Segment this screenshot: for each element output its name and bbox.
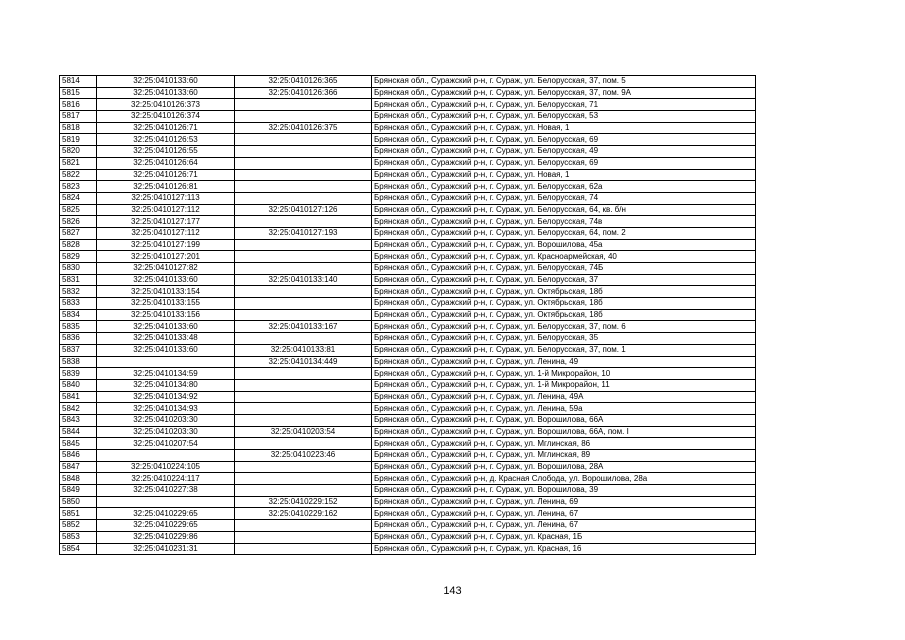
address-cell: Брянская обл., Суражский р-н, г. Сураж, ул. Белорусская, 62а [372, 181, 756, 193]
cadastral-number-cell: 32:25:0410207:54 [97, 438, 235, 450]
address-cell: Брянская обл., Суражский р-н, г. Сураж, ул. Белорусская, 74 [372, 192, 756, 204]
row-number-cell: 5816 [60, 99, 97, 111]
related-cadastral-number-cell: 32:25:0410229:162 [235, 508, 372, 520]
address-cell: Брянская обл., Суражский р-н, г. Сураж, ул. Белорусская, 37 [372, 274, 756, 286]
address-cell: Брянская обл., Суражский р-н, г. Сураж, ул. Октябрьская, 18б [372, 298, 756, 310]
cadastral-number-cell: 32:25:0410203:30 [97, 414, 235, 426]
address-cell: Брянская обл., Суражский р-н, г. Сураж, ул. Ворошилова, 28А [372, 461, 756, 473]
row-number-cell: 5819 [60, 134, 97, 146]
address-cell: Брянская обл., Суражский р-н, г. Сураж, ул. Новая, 1 [372, 169, 756, 181]
table-row [60, 111, 756, 123]
address-cell: Брянская обл., Суражский р-н, г. Сураж, ул. Белорусская, 69 [372, 134, 756, 146]
related-cadastral-number-cell: 32:25:0410229:152 [235, 496, 372, 508]
address-cell: Брянская обл., Суражский р-н, г. Сураж, ул. Ленина, 49А [372, 391, 756, 403]
cadastral-number-cell: 32:25:0410203:30 [97, 426, 235, 438]
cadastral-number-cell: 32:25:0410229:65 [97, 520, 235, 532]
row-number-cell: 5832 [60, 286, 97, 298]
row-number-cell: 5835 [60, 321, 97, 333]
cadastral-number-cell: 32:25:0410133:60 [97, 76, 235, 88]
row-number-cell: 5826 [60, 216, 97, 228]
row-number-cell: 5834 [60, 309, 97, 321]
related-cadastral-number-cell: 32:25:0410134:449 [235, 356, 372, 368]
address-cell: Брянская обл., Суражский р-н, г. Сураж, ул. Ленина, 67 [372, 508, 756, 520]
row-number-cell: 5825 [60, 204, 97, 216]
related-cadastral-number-cell [235, 216, 372, 228]
cadastral-number-cell: 32:25:0410134:59 [97, 368, 235, 380]
cadastral-number-cell: 32:25:0410133:48 [97, 333, 235, 345]
cadastral-number-cell: 32:25:0410224:105 [97, 461, 235, 473]
row-number-cell: 5852 [60, 520, 97, 532]
cadastral-number-cell: 32:25:0410127:177 [97, 216, 235, 228]
row-number-cell: 5827 [60, 227, 97, 239]
table-row [60, 438, 756, 450]
row-number-cell: 5818 [60, 122, 97, 134]
cadastral-number-cell: 32:25:0410126:373 [97, 99, 235, 111]
row-number-cell: 5815 [60, 87, 97, 99]
cadastral-number-cell: 32:25:0410133:155 [97, 298, 235, 310]
address-cell: Брянская обл., Суражский р-н, г. Сураж, ул. Белорусская, 37, пом. 1 [372, 344, 756, 356]
related-cadastral-number-cell [235, 543, 372, 555]
cadastral-number-cell: 32:25:0410227:38 [97, 485, 235, 497]
related-cadastral-number-cell [235, 391, 372, 403]
cadastral-number-cell: 32:25:0410127:199 [97, 239, 235, 251]
table-row [60, 379, 756, 391]
row-number-cell: 5821 [60, 157, 97, 169]
row-number-cell: 5846 [60, 450, 97, 462]
table-row [60, 520, 756, 532]
address-cell: Брянская обл., Суражский р-н, г. Сураж, ул. Белорусская, 71 [372, 99, 756, 111]
address-cell: Брянская обл., Суражский р-н, г. Сураж, ул. Красная, 16 [372, 543, 756, 555]
related-cadastral-number-cell [235, 438, 372, 450]
cadastral-number-cell: 32:25:0410229:86 [97, 531, 235, 543]
cadastral-number-cell: 32:25:0410133:60 [97, 274, 235, 286]
cadastral-number-cell: 32:25:0410133:154 [97, 286, 235, 298]
cadastral-number-cell: 32:25:0410126:64 [97, 157, 235, 169]
cadastral-number-cell: 32:25:0410133:60 [97, 344, 235, 356]
row-number-cell: 5814 [60, 76, 97, 88]
address-cell: Брянская обл., Суражский р-н, г. Сураж, ул. Белорусская, 37, пом. 5 [372, 76, 756, 88]
table-row [60, 274, 756, 286]
related-cadastral-number-cell [235, 473, 372, 485]
address-cell: Брянская обл., Суражский р-н, г. Сураж, ул. Ленина, 49 [372, 356, 756, 368]
cadastral-number-cell: 32:25:0410127:113 [97, 192, 235, 204]
cadastral-number-cell [97, 450, 235, 462]
table-row [60, 263, 756, 275]
row-number-cell: 5833 [60, 298, 97, 310]
address-cell: Брянская обл., Суражский р-н, г. Сураж, ул. Мглинская, 86 [372, 438, 756, 450]
address-cell: Брянская обл., Суражский р-н, г. Сураж, ул. Белорусская, 35 [372, 333, 756, 345]
table-row [60, 227, 756, 239]
cadastral-number-cell: 32:25:0410229:65 [97, 508, 235, 520]
cadastral-number-cell: 32:25:0410133:156 [97, 309, 235, 321]
table-row [60, 543, 756, 555]
cadastral-number-cell: 32:25:0410134:80 [97, 379, 235, 391]
table-row [60, 286, 756, 298]
row-number-cell: 5843 [60, 414, 97, 426]
cadastral-number-cell: 32:25:0410126:55 [97, 146, 235, 158]
row-number-cell: 5823 [60, 181, 97, 193]
row-number-cell: 5824 [60, 192, 97, 204]
related-cadastral-number-cell: 32:25:0410126:365 [235, 76, 372, 88]
row-number-cell: 5849 [60, 485, 97, 497]
table-row [60, 344, 756, 356]
address-cell: Брянская обл., Суражский р-н, г. Сураж, ул. 1-й Микрорайон, 10 [372, 368, 756, 380]
table-row [60, 333, 756, 345]
related-cadastral-number-cell [235, 531, 372, 543]
table-row [60, 473, 756, 485]
row-number-cell: 5828 [60, 239, 97, 251]
table-row [60, 99, 756, 111]
address-cell: Брянская обл., Суражский р-н, г. Сураж, ул. Ленина, 69 [372, 496, 756, 508]
row-number-cell: 5847 [60, 461, 97, 473]
table-row [60, 450, 756, 462]
row-number-cell: 5841 [60, 391, 97, 403]
cadastral-number-cell: 32:25:0410126:374 [97, 111, 235, 123]
address-cell: Брянская обл., Суражский р-н, г. Сураж, ул. 1-й Микрорайон, 11 [372, 379, 756, 391]
table-row [60, 87, 756, 99]
table-row [60, 531, 756, 543]
address-cell: Брянская обл., Суражский р-н, г. Сураж, ул. Белорусская, 53 [372, 111, 756, 123]
related-cadastral-number-cell [235, 414, 372, 426]
related-cadastral-number-cell [235, 368, 372, 380]
cadastral-number-cell: 32:25:0410133:60 [97, 87, 235, 99]
table-row [60, 169, 756, 181]
cadastral-number-cell [97, 356, 235, 368]
row-number-cell: 5845 [60, 438, 97, 450]
cadastral-number-cell: 32:25:0410133:60 [97, 321, 235, 333]
related-cadastral-number-cell [235, 298, 372, 310]
address-cell: Брянская обл., Суражский р-н, г. Сураж, ул. Белорусская, 64, кв. б/н [372, 204, 756, 216]
row-number-cell: 5837 [60, 344, 97, 356]
address-cell: Брянская обл., Суражский р-н, г. Сураж, ул. Ленина, 59а [372, 403, 756, 415]
row-number-cell: 5839 [60, 368, 97, 380]
cadastral-number-cell: 32:25:0410134:92 [97, 391, 235, 403]
cadastral-number-cell: 32:25:0410127:112 [97, 204, 235, 216]
row-number-cell: 5830 [60, 263, 97, 275]
table-row [60, 368, 756, 380]
address-cell: Брянская обл., Суражский р-н, г. Сураж, ул. Белорусская, 69 [372, 157, 756, 169]
table-row [60, 146, 756, 158]
address-cell: Брянская обл., Суражский р-н, г. Сураж, ул. Белорусская, 74Б [372, 263, 756, 275]
address-cell: Брянская обл., Суражский р-н, г. Сураж, ул. Белорусская, 49 [372, 146, 756, 158]
table-row [60, 485, 756, 497]
page-number: 143 [443, 585, 462, 597]
table-row [60, 216, 756, 228]
address-cell: Брянская обл., Суражский р-н, г. Сураж, ул. Ворошилова, 45а [372, 239, 756, 251]
related-cadastral-number-cell [235, 333, 372, 345]
table-row [60, 76, 756, 88]
cadastral-number-cell: 32:25:0410134:93 [97, 403, 235, 415]
address-cell: Брянская обл., Суражский р-н, г. Сураж, ул. Белорусская, 37, пом. 9А [372, 87, 756, 99]
table-row [60, 391, 756, 403]
related-cadastral-number-cell: 32:25:0410133:140 [235, 274, 372, 286]
row-number-cell: 5820 [60, 146, 97, 158]
cadastral-number-cell: 32:25:0410126:81 [97, 181, 235, 193]
address-cell: Брянская обл., Суражский р-н, д. Красная Слобода, ул. Ворошилова, 28а [372, 473, 756, 485]
related-cadastral-number-cell [235, 134, 372, 146]
row-number-cell: 5853 [60, 531, 97, 543]
table-row [60, 426, 756, 438]
row-number-cell: 5848 [60, 473, 97, 485]
related-cadastral-number-cell: 32:25:0410203:54 [235, 426, 372, 438]
related-cadastral-number-cell [235, 99, 372, 111]
table-row [60, 508, 756, 520]
related-cadastral-number-cell: 32:25:0410133:167 [235, 321, 372, 333]
row-number-cell: 5838 [60, 356, 97, 368]
cadastral-number-cell [97, 496, 235, 508]
registry-table [59, 75, 756, 555]
related-cadastral-number-cell: 32:25:0410127:193 [235, 227, 372, 239]
row-number-cell: 5842 [60, 403, 97, 415]
address-cell: Брянская обл., Суражский р-н, г. Сураж, ул. Октябрьская, 18б [372, 286, 756, 298]
address-cell: Брянская обл., Суражский р-н, г. Сураж, ул. Ворошилова, 66А, пом. I [372, 426, 756, 438]
table-row [60, 251, 756, 263]
row-number-cell: 5850 [60, 496, 97, 508]
related-cadastral-number-cell [235, 181, 372, 193]
table-row [60, 403, 756, 415]
row-number-cell: 5836 [60, 333, 97, 345]
cadastral-number-cell: 32:25:0410127:201 [97, 251, 235, 263]
address-cell: Брянская обл., Суражский р-н, г. Сураж, ул. Ленина, 67 [372, 520, 756, 532]
address-cell: Брянская обл., Суражский р-н, г. Сураж, ул. Ворошилова, 66А [372, 414, 756, 426]
table-row [60, 461, 756, 473]
address-cell: Брянская обл., Суражский р-н, г. Сураж, ул. Красноармейская, 40 [372, 251, 756, 263]
table-row [60, 309, 756, 321]
related-cadastral-number-cell [235, 461, 372, 473]
registry-table-body [60, 76, 756, 555]
related-cadastral-number-cell: 32:25:0410223:46 [235, 450, 372, 462]
related-cadastral-number-cell [235, 169, 372, 181]
cadastral-number-cell: 32:25:0410126:71 [97, 122, 235, 134]
table-row [60, 298, 756, 310]
cadastral-number-cell: 32:25:0410224:117 [97, 473, 235, 485]
related-cadastral-number-cell: 32:25:0410126:375 [235, 122, 372, 134]
table-row [60, 192, 756, 204]
related-cadastral-number-cell: 32:25:0410133:81 [235, 344, 372, 356]
related-cadastral-number-cell [235, 192, 372, 204]
related-cadastral-number-cell: 32:25:0410127:126 [235, 204, 372, 216]
address-cell: Брянская обл., Суражский р-н, г. Сураж, ул. Белорусская, 37, пом. 6 [372, 321, 756, 333]
address-cell: Брянская обл., Суражский р-н, г. Сураж, ул. Октябрьская, 18б [372, 309, 756, 321]
cadastral-number-cell: 32:25:0410126:53 [97, 134, 235, 146]
address-cell: Брянская обл., Суражский р-н, г. Сураж, ул. Новая, 1 [372, 122, 756, 134]
row-number-cell: 5831 [60, 274, 97, 286]
table-row [60, 321, 756, 333]
table-row [60, 496, 756, 508]
address-cell: Брянская обл., Суражский р-н, г. Сураж, ул. Мглинская, 89 [372, 450, 756, 462]
table-row [60, 134, 756, 146]
cadastral-number-cell: 32:25:0410127:82 [97, 263, 235, 275]
related-cadastral-number-cell [235, 251, 372, 263]
row-number-cell: 5829 [60, 251, 97, 263]
row-number-cell: 5840 [60, 379, 97, 391]
table-row [60, 414, 756, 426]
related-cadastral-number-cell [235, 239, 372, 251]
table-row [60, 239, 756, 251]
table-row [60, 181, 756, 193]
related-cadastral-number-cell: 32:25:0410126:366 [235, 87, 372, 99]
related-cadastral-number-cell [235, 286, 372, 298]
cadastral-number-cell: 32:25:0410126:71 [97, 169, 235, 181]
related-cadastral-number-cell [235, 403, 372, 415]
related-cadastral-number-cell [235, 485, 372, 497]
cadastral-number-cell: 32:25:0410231:31 [97, 543, 235, 555]
related-cadastral-number-cell [235, 111, 372, 123]
table-row [60, 356, 756, 368]
related-cadastral-number-cell [235, 157, 372, 169]
address-cell: Брянская обл., Суражский р-н, г. Сураж, ул. Белорусская, 74в [372, 216, 756, 228]
row-number-cell: 5851 [60, 508, 97, 520]
address-cell: Брянская обл., Суражский р-н, г. Сураж, ул. Ворошилова, 39 [372, 485, 756, 497]
address-cell: Брянская обл., Суражский р-н, г. Сураж, ул. Красная, 1Б [372, 531, 756, 543]
related-cadastral-number-cell [235, 309, 372, 321]
row-number-cell: 5854 [60, 543, 97, 555]
table-row [60, 122, 756, 134]
table-row [60, 157, 756, 169]
related-cadastral-number-cell [235, 379, 372, 391]
row-number-cell: 5817 [60, 111, 97, 123]
related-cadastral-number-cell [235, 520, 372, 532]
row-number-cell: 5844 [60, 426, 97, 438]
cadastral-number-cell: 32:25:0410127:112 [97, 227, 235, 239]
address-cell: Брянская обл., Суражский р-н, г. Сураж, ул. Белорусская, 64, пом. 2 [372, 227, 756, 239]
related-cadastral-number-cell [235, 146, 372, 158]
table-row [60, 204, 756, 216]
row-number-cell: 5822 [60, 169, 97, 181]
related-cadastral-number-cell [235, 263, 372, 275]
